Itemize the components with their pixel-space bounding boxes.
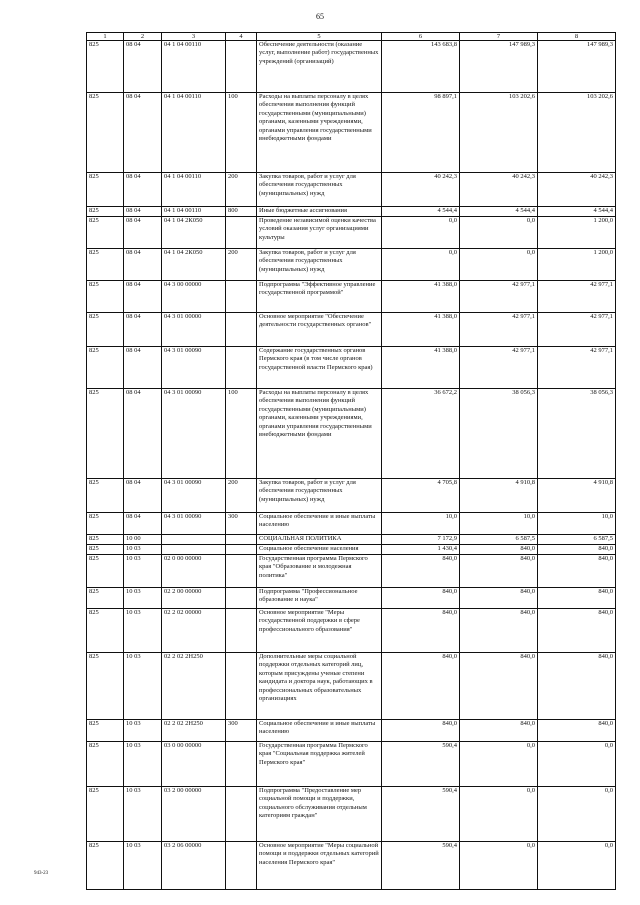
table-cell-c3: 04 3 01 00000 <box>162 313 226 347</box>
table-row <box>87 93 616 173</box>
table-cell-c7: 840,0 <box>460 653 538 720</box>
table-row <box>87 720 616 742</box>
table-cell-c7: 0,0 <box>460 249 538 281</box>
table-cell-c7: 42 977,1 <box>460 313 538 347</box>
table-row <box>87 555 616 588</box>
table-row <box>87 609 616 653</box>
table-cell-c1: 825 <box>87 41 124 93</box>
table-cell-c3: 04 3 01 00090 <box>162 389 226 479</box>
table-cell-c8: 42 977,1 <box>538 281 616 313</box>
table-cell-c2: 08 04 <box>124 389 162 479</box>
table-cell-c7: 0,0 <box>460 842 538 890</box>
table-cell-c2: 10 03 <box>124 742 162 787</box>
table-cell-c6: 1 430,4 <box>382 545 460 555</box>
table-cell-c5: Проведение независимой оценки качества условий оказания услуг организациями культуры <box>257 217 382 249</box>
table-cell-c3: 04 3 01 00090 <box>162 513 226 535</box>
table-cell-c3: 04 3 00 00000 <box>162 281 226 313</box>
table-body <box>87 41 616 890</box>
table-row <box>87 535 616 545</box>
table-cell-c8: 0,0 <box>538 842 616 890</box>
table-cell-c6: 590,4 <box>382 842 460 890</box>
budget-table <box>86 32 616 890</box>
table-cell-c4 <box>226 588 257 609</box>
table-cell-c8: 1 200,0 <box>538 217 616 249</box>
column-header: 4 <box>226 33 257 41</box>
table-cell-c8: 0,0 <box>538 787 616 842</box>
table-cell-c2: 08 04 <box>124 207 162 217</box>
table-cell-c7: 40 242,3 <box>460 173 538 207</box>
table-cell-c8: 42 977,1 <box>538 347 616 389</box>
table-cell-c7: 4 544,4 <box>460 207 538 217</box>
table-cell-c4: 200 <box>226 479 257 513</box>
table-cell-c1: 825 <box>87 249 124 281</box>
table-cell-c8: 147 989,3 <box>538 41 616 93</box>
table-row <box>87 347 616 389</box>
table-cell-c5: Содержание государственных органов Пермского края (в том числе органов государственной власти Пермского края) <box>257 347 382 389</box>
table-cell-c1: 825 <box>87 173 124 207</box>
table-cell-c7: 840,0 <box>460 545 538 555</box>
column-header: 3 <box>162 33 226 41</box>
table-cell-c3: 04 1 04 00110 <box>162 41 226 93</box>
table-cell-c2: 08 04 <box>124 513 162 535</box>
table-cell-c3: 03 0 00 00000 <box>162 742 226 787</box>
table-cell-c8: 103 202,6 <box>538 93 616 173</box>
table-cell-c6: 41 388,0 <box>382 313 460 347</box>
table-cell-c5: Закупка товаров, работ и услуг для обеспечения государственных (муниципальных) нужд <box>257 173 382 207</box>
table-cell-c1: 825 <box>87 787 124 842</box>
table-cell-c1: 825 <box>87 653 124 720</box>
table-cell-c1: 825 <box>87 588 124 609</box>
table-cell-c7: 0,0 <box>460 217 538 249</box>
column-header: 7 <box>460 33 538 41</box>
table-cell-c3: 04 3 01 00090 <box>162 479 226 513</box>
table-cell-c6: 840,0 <box>382 588 460 609</box>
table-cell-c5: Социальное обеспечение и иные выплаты населению <box>257 513 382 535</box>
table-cell-c1: 825 <box>87 389 124 479</box>
table-cell-c2: 08 04 <box>124 217 162 249</box>
page-number: 65 <box>316 12 324 21</box>
table-cell-c2: 08 04 <box>124 479 162 513</box>
table-row <box>87 653 616 720</box>
table-cell-c8: 10,0 <box>538 513 616 535</box>
table-cell-c3 <box>162 535 226 545</box>
table-cell-c5: Иные бюджетные ассигнования <box>257 207 382 217</box>
table-cell-c4: 300 <box>226 513 257 535</box>
table-cell-c2: 10 03 <box>124 787 162 842</box>
table-cell-c1: 825 <box>87 742 124 787</box>
table-cell-c4 <box>226 653 257 720</box>
table-cell-c7: 42 977,1 <box>460 347 538 389</box>
table-cell-c5: Социальное обеспечение и иные выплаты населению <box>257 720 382 742</box>
table-cell-c7: 38 056,3 <box>460 389 538 479</box>
table-cell-c8: 40 242,3 <box>538 173 616 207</box>
table-cell-c7: 4 910,8 <box>460 479 538 513</box>
column-header: 1 <box>87 33 124 41</box>
column-header: 2 <box>124 33 162 41</box>
table-cell-c3: 04 1 04 00110 <box>162 93 226 173</box>
table-cell-c7: 840,0 <box>460 588 538 609</box>
table-cell-c2: 10 03 <box>124 720 162 742</box>
table-row <box>87 173 616 207</box>
table-cell-c6: 4 705,8 <box>382 479 460 513</box>
table-cell-c4: 800 <box>226 207 257 217</box>
table-cell-c8: 840,0 <box>538 588 616 609</box>
table-cell-c7: 0,0 <box>460 787 538 842</box>
table-cell-c6: 840,0 <box>382 653 460 720</box>
table-cell-c1: 825 <box>87 93 124 173</box>
table-cell-c2: 08 04 <box>124 173 162 207</box>
table-cell-c4 <box>226 41 257 93</box>
table-cell-c6: 7 172,9 <box>382 535 460 545</box>
table-cell-c1: 825 <box>87 720 124 742</box>
table-row <box>87 313 616 347</box>
table-row <box>87 41 616 93</box>
table-cell-c2: 08 04 <box>124 347 162 389</box>
table-cell-c6: 4 544,4 <box>382 207 460 217</box>
table-cell-c5: Закупка товаров, работ и услуг для обеспечения государственных (муниципальных) нужд <box>257 479 382 513</box>
table-cell-c7: 0,0 <box>460 742 538 787</box>
table-cell-c5: Подпрограмма "Предоставление мер социальной помощи и поддержки, социального обслуживания отдельным категориям граждан" <box>257 787 382 842</box>
table-cell-c5: Социальное обеспечение населения <box>257 545 382 555</box>
table-cell-c8: 840,0 <box>538 609 616 653</box>
table-cell-c6: 10,0 <box>382 513 460 535</box>
table-cell-c8: 38 056,3 <box>538 389 616 479</box>
table-cell-c1: 825 <box>87 555 124 588</box>
table-cell-c4: 100 <box>226 93 257 173</box>
table-cell-c5: Расходы на выплаты персоналу в целях обеспечения выполнения функций государственными (муниципальными) органами, казенными учреждениями, органами управления государственными внебюджетными фондами <box>257 93 382 173</box>
table-cell-c1: 825 <box>87 513 124 535</box>
table-cell-c4 <box>226 545 257 555</box>
table-cell-c2: 10 03 <box>124 545 162 555</box>
table-cell-c1: 825 <box>87 535 124 545</box>
table-cell-c6: 0,0 <box>382 217 460 249</box>
table-cell-c3: 04 3 01 00090 <box>162 347 226 389</box>
table-cell-c4 <box>226 217 257 249</box>
table-cell-c3: 02 2 02 2Н250 <box>162 720 226 742</box>
table-cell-c3: 04 1 04 00110 <box>162 207 226 217</box>
table-row <box>87 479 616 513</box>
table-cell-c5: СОЦИАЛЬНАЯ ПОЛИТИКА <box>257 535 382 545</box>
table-cell-c4 <box>226 842 257 890</box>
table-cell-c1: 825 <box>87 609 124 653</box>
table-cell-c4 <box>226 535 257 545</box>
table-cell-c4 <box>226 609 257 653</box>
column-header: 8 <box>538 33 616 41</box>
table-cell-c1: 825 <box>87 313 124 347</box>
table-cell-c4 <box>226 347 257 389</box>
table-cell-c3: 02 0 00 00000 <box>162 555 226 588</box>
header-row <box>87 33 616 41</box>
column-header: 5 <box>257 33 382 41</box>
table-cell-c2: 10 03 <box>124 555 162 588</box>
table-cell-c2: 10 03 <box>124 588 162 609</box>
table-cell-c6: 840,0 <box>382 555 460 588</box>
table-row <box>87 787 616 842</box>
table-cell-c5: Основное мероприятие "Обеспечение деятельности государственных органов" <box>257 313 382 347</box>
table-cell-c2: 10 03 <box>124 842 162 890</box>
table-cell-c6: 840,0 <box>382 609 460 653</box>
table-cell-c4 <box>226 281 257 313</box>
table-cell-c4 <box>226 787 257 842</box>
column-header: 6 <box>382 33 460 41</box>
table-row <box>87 207 616 217</box>
table-row <box>87 513 616 535</box>
table-cell-c7: 103 202,6 <box>460 93 538 173</box>
table-cell-c5: Подпрограмма "Профессиональное образование и наука" <box>257 588 382 609</box>
table-cell-c3: 02 2 02 2Н250 <box>162 653 226 720</box>
table-cell-c4: 300 <box>226 720 257 742</box>
table-cell-c5: Расходы на выплаты персоналу в целях обеспечения выполнения функций государственными (муниципальными) органами, казенными учреждениями, органами управления государственными внебюджетными фондами <box>257 389 382 479</box>
table-cell-c3: 03 2 00 00000 <box>162 787 226 842</box>
table-cell-c2: 08 04 <box>124 249 162 281</box>
table-cell-c7: 10,0 <box>460 513 538 535</box>
table-cell-c7: 840,0 <box>460 609 538 653</box>
table-cell-c8: 4 544,4 <box>538 207 616 217</box>
table-cell-c1: 825 <box>87 207 124 217</box>
table-cell-c7: 42 977,1 <box>460 281 538 313</box>
table-cell-c4: 200 <box>226 173 257 207</box>
table-row <box>87 389 616 479</box>
table-cell-c8: 840,0 <box>538 653 616 720</box>
table-cell-c3: 02 2 02 00000 <box>162 609 226 653</box>
table-cell-c6: 41 388,0 <box>382 281 460 313</box>
table-cell-c2: 10 00 <box>124 535 162 545</box>
table-row <box>87 217 616 249</box>
table-cell-c2: 08 04 <box>124 313 162 347</box>
table-cell-c2: 08 04 <box>124 281 162 313</box>
table-cell-c8: 1 200,0 <box>538 249 616 281</box>
table-cell-c8: 840,0 <box>538 545 616 555</box>
table-cell-c7: 147 989,3 <box>460 41 538 93</box>
table-cell-c5: Основное мероприятие "Меры социальной помощи и поддержки отдельных категорий населения Пермского края" <box>257 842 382 890</box>
table-cell-c5: Государственная программа Пермского края "Образование и молодежная политика" <box>257 555 382 588</box>
table-cell-c6: 143 683,8 <box>382 41 460 93</box>
table-cell-c8: 42 977,1 <box>538 313 616 347</box>
table-cell-c5: Дополнительные меры социальной поддержки отдельных категорий лиц, которым присуждены ученые степени кандидата и доктора наук, работающих в профессиональных образовательных организациях <box>257 653 382 720</box>
table-cell-c5: Подпрограмма "Эффективное управление государственной программой" <box>257 281 382 313</box>
table-cell-c7: 840,0 <box>460 720 538 742</box>
table-cell-c4: 100 <box>226 389 257 479</box>
table-cell-c8: 6 587,5 <box>538 535 616 545</box>
table-cell-c8: 4 910,8 <box>538 479 616 513</box>
table-cell-c4: 200 <box>226 249 257 281</box>
table-row <box>87 842 616 890</box>
table-cell-c3: 03 2 06 00000 <box>162 842 226 890</box>
table-cell-c2: 10 03 <box>124 609 162 653</box>
table-cell-c5: Государственная программа Пермского края "Социальная поддержка жителей Пермского края" <box>257 742 382 787</box>
table-cell-c5: Основное мероприятие "Меры государственной поддержки в сфере профессионального образования" <box>257 609 382 653</box>
table-cell-c4 <box>226 742 257 787</box>
table-cell-c3: 02 2 00 00000 <box>162 588 226 609</box>
table-cell-c1: 825 <box>87 281 124 313</box>
table-cell-c6: 840,0 <box>382 720 460 742</box>
table-cell-c7: 840,0 <box>460 555 538 588</box>
table-cell-c6: 36 672,2 <box>382 389 460 479</box>
table-row <box>87 249 616 281</box>
table-cell-c1: 825 <box>87 545 124 555</box>
table-row <box>87 281 616 313</box>
table-cell-c1: 825 <box>87 217 124 249</box>
footer-code: 943-23 <box>34 871 49 876</box>
table-cell-c3: 04 1 04 2К050 <box>162 249 226 281</box>
table-cell-c5: Обеспечение деятельности (оказание услуг, выполнение работ) государственных учреждений (организаций) <box>257 41 382 93</box>
table-cell-c3: 04 1 04 00110 <box>162 173 226 207</box>
table-row <box>87 742 616 787</box>
table-cell-c3: 04 1 04 2К050 <box>162 217 226 249</box>
table-cell-c2: 08 04 <box>124 93 162 173</box>
table-cell-c1: 825 <box>87 479 124 513</box>
table-cell-c6: 590,4 <box>382 787 460 842</box>
table-cell-c6: 590,4 <box>382 742 460 787</box>
table-cell-c1: 825 <box>87 842 124 890</box>
table-cell-c2: 08 04 <box>124 41 162 93</box>
table-cell-c6: 0,0 <box>382 249 460 281</box>
table-cell-c6: 40 242,3 <box>382 173 460 207</box>
table-cell-c3 <box>162 545 226 555</box>
table-cell-c4 <box>226 313 257 347</box>
table-cell-c8: 840,0 <box>538 555 616 588</box>
table-cell-c7: 6 587,5 <box>460 535 538 545</box>
table-cell-c5: Закупка товаров, работ и услуг для обеспечения государственных (муниципальных) нужд <box>257 249 382 281</box>
table-cell-c8: 840,0 <box>538 720 616 742</box>
table-cell-c6: 98 897,1 <box>382 93 460 173</box>
table-cell-c4 <box>226 555 257 588</box>
table-cell-c1: 825 <box>87 347 124 389</box>
table-cell-c8: 0,0 <box>538 742 616 787</box>
table-cell-c6: 41 388,0 <box>382 347 460 389</box>
table-row <box>87 588 616 609</box>
table-cell-c2: 10 03 <box>124 653 162 720</box>
table-row <box>87 545 616 555</box>
